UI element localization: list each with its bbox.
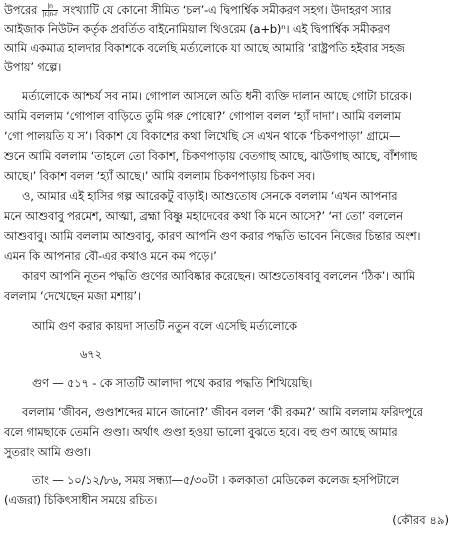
line-16: আমি গুণ করার কায়দা সাতটি নতুন বলে এসেছি মর্ত্যলোকে <box>32 319 297 333</box>
line-2: আইজাক নিউটন কর্তৃক প্রবর্তিত বাইনোমিয়াল থিওরেম (a+b)ⁿ। এই দ্বিপার্শ্বিক সমীকরণ <box>4 22 391 36</box>
binomial-fraction <box>42 3 59 18</box>
line-1 <box>4 2 391 18</box>
line-14: কারণ আপনি নূতন পদ্ধতি গুণের আবিষ্কার করেছেন। আশুতোষবাবু বললেন ‘ঠিক’। আমি <box>22 269 416 283</box>
line-9: আছে।’ বিকাশ বলল ‘হ্যাঁ আছে।’ আমি বললাম চিকণপাড়ায় চিকণ সব। <box>4 169 315 183</box>
line-12: আশুবাবু। আমি বললাম আশুবাবু, কারণ আপনি গুণ করার পদ্ধতি ভাবেন নিজের চিন্তার অংশ। <box>4 229 421 243</box>
line-8: শুনে আমি বললাম ‘তাহলে তো বিকাশ, চিকণপাড়ায় বেতগাছ আছে, ঝাউগাছ আছে, বাঁশগাছ <box>4 149 418 163</box>
fraction-numerator: |n <box>42 3 59 11</box>
line-1-start: উপরের <box>4 3 38 17</box>
line-4: উপায়’ গল্পে। <box>4 60 62 74</box>
line-6: আমি বললাম ‘গোপাল বাড়িতে তুমি গরু পোষো?’ গোপাল বলল ‘হ্যাঁ দাদা’। আমি বললাম <box>4 109 401 123</box>
source-signature: (কৌরব ৪৯) <box>392 513 449 527</box>
line-21: সুতরাং আমি গুণ্ডা। <box>4 445 91 459</box>
line-18: গুণ — ৫১৭ - কে সাতটি আলাদা পথে করার পদ্ধতি শিখিয়েছি। <box>32 376 313 390</box>
line-7: ‘গো পালয়তি য স’। বিকাশ যে বিকাশের কথা লিখেছি সে এখন থাকে ‘চিকণপাড়া’ গ্রামে— <box>4 129 401 143</box>
line-10: ও, আমার এই হাসির গল্প আরেকটু বাড়াই। আশুতোষ সেনকে বললাম ‘এখন আপনার <box>22 189 398 203</box>
line-5: মর্ত্যলোকে আশ্চর্য সব নাম। গোপাল আসলে অতি ধনী ব্যক্তি দালান আছে গোটা চারেক। <box>22 89 412 103</box>
line-1-end: সংখ্যাটি যে কোনো সীমিত ‘চল’-এ দ্বিপার্শ্বিক সমীকরণ সহগ। উদাহরণ স্যার <box>62 3 392 17</box>
line-22: তাং — ১০/১২/৮৬, সময় সন্ধ্যা—৫/৩০টা । কলকাতা মেডিকেল কলেজ হসপিটালে <box>32 473 400 487</box>
fraction-denominator: |r.|n-r <box>42 11 58 18</box>
line-13: এমন কি আপনার বৌ-এর কথাও মনে কম পড়ে।’ <box>4 249 217 263</box>
line-20: বলে গামছাকে তেমনি গুণ্ডা। অর্থাৎ গুণ্ডা হওয়া ভালো বুঝতে হবে। বহু গুণ আছে আমার <box>4 425 398 439</box>
line-15: বললাম ‘দেখেছেন মজা মশায়’। <box>4 289 141 303</box>
line-11: মনে আশুবাবু পরমেশ, আত্মা, ব্রহ্মা বিষ্ণু মহাদেবের কথা কি মনে আসে?’ ‘না তো’ বললেন <box>4 209 403 223</box>
line-3: আমি একমাত্র হালদার বিকাশকে বলেছি মর্ত্যলোকে যা আছে আমারি ‘রাষ্ট্রপতি হইবার সহজ <box>4 41 405 55</box>
line-23: (এজরা) চিকিৎসাধীন সময়ে রচিত। <box>4 493 158 507</box>
line-19: বললাম ‘জীবন, গুণ্ডাশব্দের মানে জানো?’ জীবন বলল ‘কী রকম?’ আমি বললাম ফরিদপুরে <box>22 405 423 419</box>
line-17-number: ৬৭২ <box>80 347 102 361</box>
